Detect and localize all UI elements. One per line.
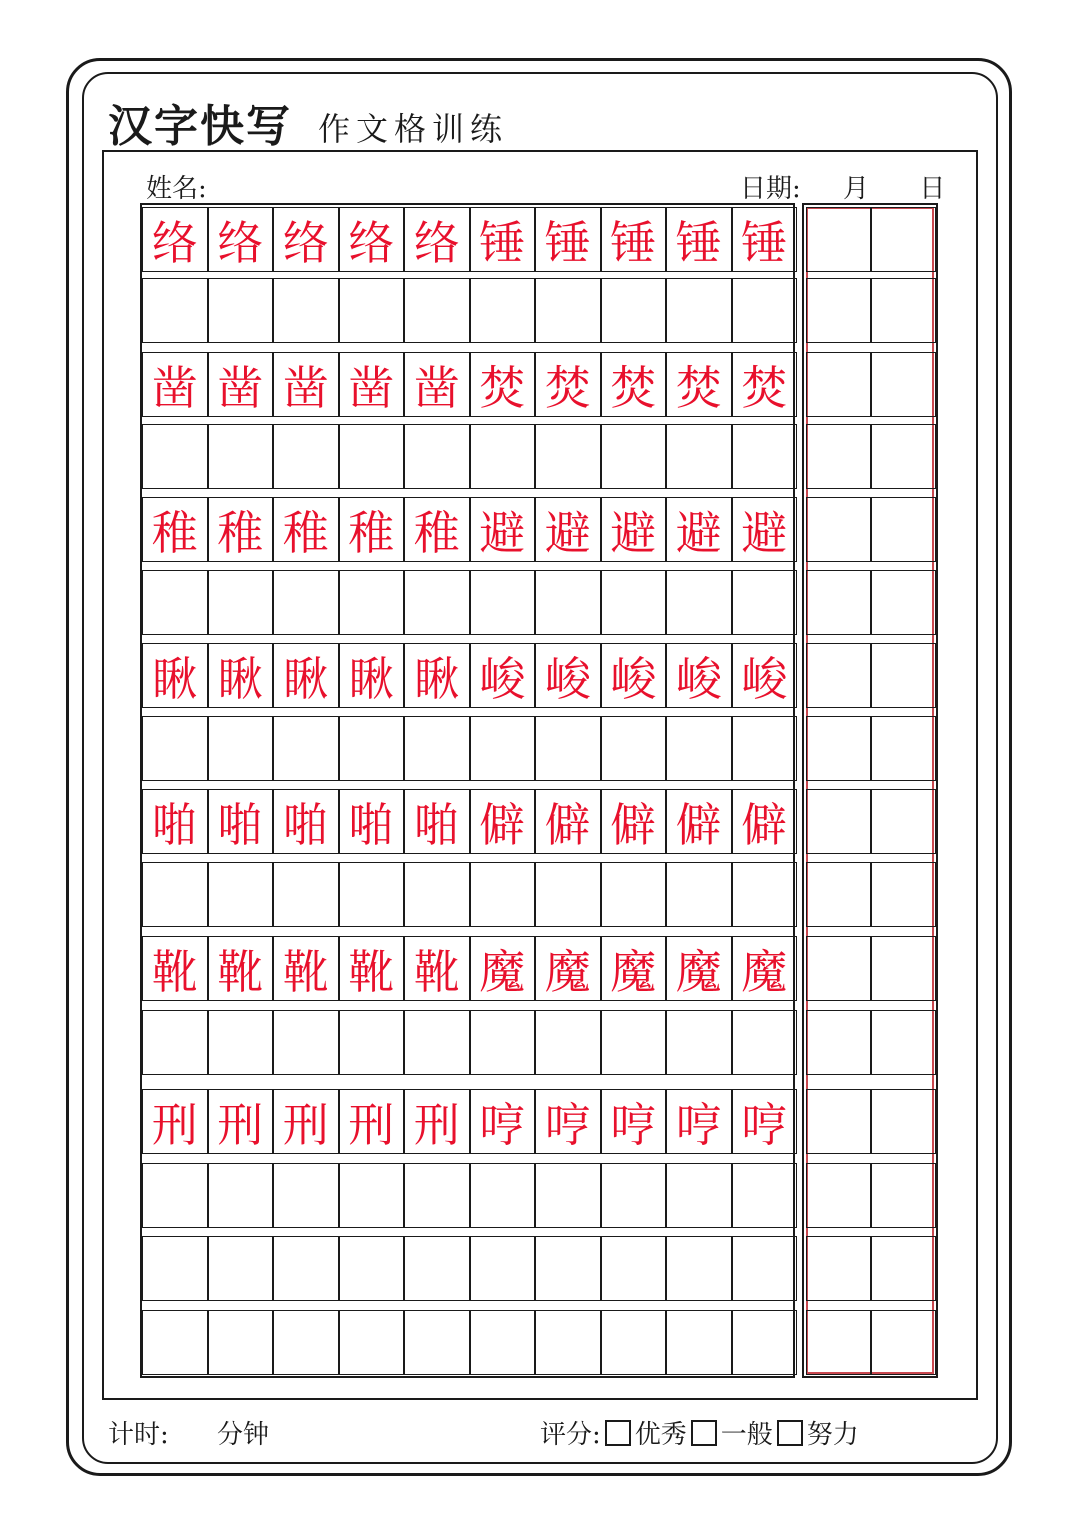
grid-row	[142, 936, 797, 1001]
writing-cell[interactable]	[273, 278, 339, 343]
name-field-row	[146, 168, 407, 205]
writing-cell[interactable]	[142, 716, 208, 781]
practice-character[interactable]: 焚	[470, 352, 536, 417]
writing-cell[interactable]	[208, 278, 274, 343]
score-option-excellent: 优秀	[634, 1420, 687, 1450]
practice-character[interactable]: 凿	[208, 352, 274, 417]
practice-character[interactable]: 啪	[142, 789, 208, 854]
practice-character[interactable]: 哼	[601, 1089, 667, 1154]
side-grid-row	[806, 1310, 936, 1375]
score-checkbox-effort[interactable]	[777, 1420, 803, 1446]
day-label: 日	[919, 174, 946, 204]
grid-row	[142, 789, 797, 854]
side-writing-cell[interactable]	[806, 352, 871, 417]
writing-cell[interactable]	[535, 1310, 601, 1375]
writing-cell[interactable]	[535, 716, 601, 781]
side-grid-row	[806, 643, 936, 708]
practice-character[interactable]: 稚	[404, 497, 470, 562]
writing-cell[interactable]	[535, 424, 601, 489]
side-grid-row	[806, 278, 936, 343]
practice-character[interactable]: 焚	[732, 352, 798, 417]
writing-cell[interactable]	[601, 1010, 667, 1075]
grid-row	[142, 352, 797, 417]
writing-cell[interactable]	[732, 862, 798, 927]
minutes-label: 分钟	[217, 1420, 270, 1450]
writing-cell[interactable]	[273, 1010, 339, 1075]
practice-character[interactable]: 刑	[208, 1089, 274, 1154]
writing-cell[interactable]	[208, 1236, 274, 1301]
practice-character[interactable]: 瞅	[273, 643, 339, 708]
side-writing-cell[interactable]	[806, 424, 871, 489]
side-writing-cell[interactable]	[806, 497, 871, 562]
name-input-line[interactable]	[211, 177, 407, 205]
practice-character[interactable]: 啪	[208, 789, 274, 854]
writing-cell[interactable]	[339, 1310, 405, 1375]
month-label: 月	[843, 174, 870, 204]
side-writing-cell[interactable]	[871, 1236, 936, 1301]
practice-character[interactable]: 哼	[666, 1089, 732, 1154]
side-writing-cell[interactable]	[871, 1310, 936, 1375]
side-writing-cell[interactable]	[806, 1089, 871, 1154]
practice-character[interactable]: 僻	[470, 789, 536, 854]
writing-cell[interactable]	[404, 862, 470, 927]
practice-character[interactable]: 靴	[142, 936, 208, 1001]
practice-character[interactable]: 锤	[535, 207, 601, 272]
practice-character[interactable]: 避	[535, 497, 601, 562]
grid-row	[142, 570, 797, 635]
practice-character[interactable]: 锤	[732, 207, 798, 272]
writing-cell[interactable]	[535, 570, 601, 635]
date-label: 日期:	[740, 174, 801, 204]
practice-character[interactable]: 啪	[339, 789, 405, 854]
practice-character[interactable]: 僻	[535, 789, 601, 854]
grid-row	[142, 643, 797, 708]
practice-character[interactable]: 焚	[601, 352, 667, 417]
writing-cell[interactable]	[732, 278, 798, 343]
side-grid-row	[806, 716, 936, 781]
page-subtitle: 作文格训练	[318, 110, 509, 148]
writing-cell[interactable]	[601, 1163, 667, 1228]
writing-cell[interactable]	[732, 716, 798, 781]
writing-cell[interactable]	[732, 1236, 798, 1301]
practice-character[interactable]: 魔	[601, 936, 667, 1001]
side-writing-cell[interactable]	[806, 862, 871, 927]
writing-cell[interactable]	[142, 862, 208, 927]
writing-cell[interactable]	[601, 424, 667, 489]
score-option-average: 一般	[720, 1420, 773, 1450]
writing-cell[interactable]	[208, 1010, 274, 1075]
practice-character[interactable]: 瞅	[339, 643, 405, 708]
practice-character[interactable]: 凿	[273, 352, 339, 417]
practice-character[interactable]: 络	[404, 207, 470, 272]
writing-cell[interactable]	[404, 716, 470, 781]
writing-cell[interactable]	[208, 1163, 274, 1228]
side-writing-cell[interactable]	[871, 716, 936, 781]
practice-character[interactable]: 瞅	[404, 643, 470, 708]
writing-cell[interactable]	[470, 1163, 536, 1228]
side-writing-cell[interactable]	[806, 936, 871, 1001]
side-writing-cell[interactable]	[806, 1310, 871, 1375]
writing-cell[interactable]	[732, 1010, 798, 1075]
writing-cell[interactable]	[208, 862, 274, 927]
grid-row	[142, 278, 797, 343]
side-writing-cell[interactable]	[806, 278, 871, 343]
practice-character[interactable]: 稚	[142, 497, 208, 562]
practice-character[interactable]: 魔	[666, 936, 732, 1001]
writing-cell[interactable]	[535, 278, 601, 343]
writing-cell[interactable]	[666, 862, 732, 927]
practice-character[interactable]: 魔	[535, 936, 601, 1001]
practice-character[interactable]: 刑	[404, 1089, 470, 1154]
grid-row	[142, 1010, 797, 1075]
writing-cell[interactable]	[208, 1310, 274, 1375]
writing-cell[interactable]	[470, 424, 536, 489]
practice-character[interactable]: 凿	[142, 352, 208, 417]
right-margin-line	[976, 150, 978, 1398]
side-writing-cell[interactable]	[806, 643, 871, 708]
practice-character[interactable]: 啪	[404, 789, 470, 854]
grid-row	[142, 1310, 797, 1375]
writing-cell[interactable]	[273, 716, 339, 781]
practice-character[interactable]: 哼	[470, 1089, 536, 1154]
writing-cell[interactable]	[273, 1310, 339, 1375]
side-grid-row	[806, 1163, 936, 1228]
practice-character[interactable]: 瞅	[142, 643, 208, 708]
side-grid-row	[806, 1010, 936, 1075]
side-writing-cell[interactable]	[806, 1163, 871, 1228]
writing-cell[interactable]	[208, 424, 274, 489]
side-writing-cell[interactable]	[806, 207, 871, 272]
side-writing-cell[interactable]	[871, 497, 936, 562]
page-title: 汉字快写	[108, 101, 292, 152]
grid-row	[142, 1089, 797, 1154]
writing-cell[interactable]	[470, 716, 536, 781]
writing-cell[interactable]	[601, 570, 667, 635]
writing-cell[interactable]	[666, 1236, 732, 1301]
writing-cell[interactable]	[601, 1310, 667, 1375]
practice-character[interactable]: 靴	[208, 936, 274, 1001]
writing-cell[interactable]	[273, 424, 339, 489]
practice-character[interactable]: 靴	[339, 936, 405, 1001]
writing-cell[interactable]	[732, 424, 798, 489]
writing-cell[interactable]	[273, 570, 339, 635]
practice-character[interactable]: 避	[601, 497, 667, 562]
practice-character[interactable]: 刑	[142, 1089, 208, 1154]
writing-cell[interactable]	[404, 278, 470, 343]
side-grid-row	[806, 207, 936, 272]
side-writing-cell[interactable]	[871, 424, 936, 489]
practice-character[interactable]: 峻	[732, 643, 798, 708]
practice-character[interactable]: 僻	[732, 789, 798, 854]
side-grid-row	[806, 936, 936, 1001]
grid-row	[142, 1236, 797, 1301]
writing-cell[interactable]	[732, 1163, 798, 1228]
writing-cell[interactable]	[142, 1310, 208, 1375]
practice-character[interactable]: 哼	[535, 1089, 601, 1154]
side-writing-cell[interactable]	[871, 1089, 936, 1154]
writing-cell[interactable]	[142, 1163, 208, 1228]
side-writing-cell[interactable]	[871, 570, 936, 635]
side-grid-row	[806, 497, 936, 562]
grid-row	[142, 207, 797, 272]
writing-cell[interactable]	[339, 570, 405, 635]
side-writing-cell[interactable]	[871, 643, 936, 708]
writing-cell[interactable]	[601, 278, 667, 343]
practice-character[interactable]: 凿	[404, 352, 470, 417]
writing-cell[interactable]	[208, 570, 274, 635]
writing-cell[interactable]	[339, 862, 405, 927]
practice-character[interactable]: 稚	[273, 497, 339, 562]
grid-row	[142, 716, 797, 781]
writing-cell[interactable]	[404, 424, 470, 489]
practice-character[interactable]: 稚	[208, 497, 274, 562]
timer-label: 计时:	[108, 1420, 169, 1450]
practice-character[interactable]: 僻	[601, 789, 667, 854]
side-writing-cell[interactable]	[871, 789, 936, 854]
practice-character[interactable]: 络	[339, 207, 405, 272]
side-grid-row	[806, 1236, 936, 1301]
practice-character[interactable]: 避	[732, 497, 798, 562]
date-field-row	[740, 168, 945, 205]
writing-cell[interactable]	[339, 424, 405, 489]
writing-cell[interactable]	[339, 278, 405, 343]
practice-character[interactable]: 锤	[666, 207, 732, 272]
writing-cell[interactable]	[535, 1010, 601, 1075]
writing-cell[interactable]	[601, 716, 667, 781]
writing-cell[interactable]	[404, 570, 470, 635]
writing-cell[interactable]	[535, 862, 601, 927]
writing-cell[interactable]	[208, 716, 274, 781]
side-writing-cell[interactable]	[806, 1010, 871, 1075]
grid-row	[142, 497, 797, 562]
writing-cell[interactable]	[601, 862, 667, 927]
practice-character[interactable]: 焚	[535, 352, 601, 417]
practice-character[interactable]: 焚	[666, 352, 732, 417]
writing-cell[interactable]	[404, 1310, 470, 1375]
writing-cell[interactable]	[732, 570, 798, 635]
grid-row	[142, 1163, 797, 1228]
practice-character[interactable]: 络	[273, 207, 339, 272]
practice-character[interactable]: 避	[666, 497, 732, 562]
practice-character[interactable]: 络	[208, 207, 274, 272]
practice-character[interactable]: 凿	[339, 352, 405, 417]
timer-row	[108, 1414, 269, 1451]
writing-cell[interactable]	[470, 570, 536, 635]
side-writing-cell[interactable]	[871, 862, 936, 927]
left-margin-line	[102, 150, 104, 1398]
practice-character[interactable]: 稚	[339, 497, 405, 562]
practice-character[interactable]: 锤	[470, 207, 536, 272]
practice-character[interactable]: 锤	[601, 207, 667, 272]
writing-cell[interactable]	[142, 570, 208, 635]
practice-character[interactable]: 峻	[666, 643, 732, 708]
writing-cell[interactable]	[732, 1310, 798, 1375]
side-grid-row	[806, 570, 936, 635]
writing-cell[interactable]	[339, 1163, 405, 1228]
side-grid-row	[806, 424, 936, 489]
score-row	[540, 1414, 859, 1451]
writing-cell[interactable]	[470, 1236, 536, 1301]
writing-cell[interactable]	[470, 862, 536, 927]
writing-cell[interactable]	[142, 1236, 208, 1301]
side-grid-row	[806, 862, 936, 927]
side-writing-cell[interactable]	[806, 789, 871, 854]
writing-cell[interactable]	[535, 1163, 601, 1228]
side-writing-cell[interactable]	[806, 570, 871, 635]
grid-row	[142, 862, 797, 927]
side-writing-cell[interactable]	[871, 207, 936, 272]
practice-character[interactable]: 避	[470, 497, 536, 562]
side-writing-cell[interactable]	[871, 1163, 936, 1228]
writing-cell[interactable]	[404, 1236, 470, 1301]
side-writing-cell[interactable]	[871, 278, 936, 343]
practice-character[interactable]: 魔	[732, 936, 798, 1001]
practice-character[interactable]: 僻	[666, 789, 732, 854]
practice-character[interactable]: 峻	[470, 643, 536, 708]
practice-character[interactable]: 魔	[470, 936, 536, 1001]
writing-cell[interactable]	[339, 1010, 405, 1075]
side-writing-cell[interactable]	[806, 716, 871, 781]
writing-cell[interactable]	[470, 1310, 536, 1375]
writing-cell[interactable]	[535, 1236, 601, 1301]
score-checkbox-average[interactable]	[691, 1420, 717, 1446]
score-checkbox-excellent[interactable]	[605, 1420, 631, 1446]
writing-cell[interactable]	[142, 278, 208, 343]
side-grid-row	[806, 1089, 936, 1154]
practice-character[interactable]: 靴	[273, 936, 339, 1001]
practice-character[interactable]: 靴	[404, 936, 470, 1001]
writing-cell[interactable]	[142, 424, 208, 489]
writing-cell[interactable]	[339, 1236, 405, 1301]
side-writing-cell[interactable]	[871, 352, 936, 417]
side-writing-cell[interactable]	[806, 1236, 871, 1301]
practice-character[interactable]: 啪	[273, 789, 339, 854]
writing-cell[interactable]	[273, 1163, 339, 1228]
writing-cell[interactable]	[404, 1010, 470, 1075]
score-label: 评分:	[540, 1420, 601, 1450]
writing-cell[interactable]	[601, 1236, 667, 1301]
writing-cell[interactable]	[666, 1163, 732, 1228]
footer-divider	[102, 1398, 978, 1400]
practice-character[interactable]: 哼	[732, 1089, 798, 1154]
practice-character[interactable]: 刑	[339, 1089, 405, 1154]
writing-cell[interactable]	[339, 716, 405, 781]
writing-cell[interactable]	[470, 278, 536, 343]
writing-cell[interactable]	[666, 424, 732, 489]
name-label: 姓名:	[146, 174, 207, 204]
writing-cell[interactable]	[666, 716, 732, 781]
writing-cell[interactable]	[404, 1163, 470, 1228]
practice-character[interactable]: 刑	[273, 1089, 339, 1154]
score-option-effort: 努力	[806, 1420, 859, 1450]
practice-character[interactable]: 瞅	[208, 643, 274, 708]
side-grid-row	[806, 789, 936, 854]
grid-row	[142, 424, 797, 489]
header-divider	[102, 150, 978, 152]
writing-cell[interactable]	[666, 1310, 732, 1375]
practice-character[interactable]: 峻	[601, 643, 667, 708]
practice-character[interactable]: 络	[142, 207, 208, 272]
writing-cell[interactable]	[666, 278, 732, 343]
writing-cell[interactable]	[273, 862, 339, 927]
writing-cell[interactable]	[470, 1010, 536, 1075]
writing-cell[interactable]	[666, 1010, 732, 1075]
side-writing-cell[interactable]	[871, 1010, 936, 1075]
writing-cell[interactable]	[666, 570, 732, 635]
writing-cell[interactable]	[142, 1010, 208, 1075]
side-grid-row	[806, 352, 936, 417]
practice-character[interactable]: 峻	[535, 643, 601, 708]
writing-cell[interactable]	[273, 1236, 339, 1301]
side-writing-cell[interactable]	[871, 936, 936, 1001]
